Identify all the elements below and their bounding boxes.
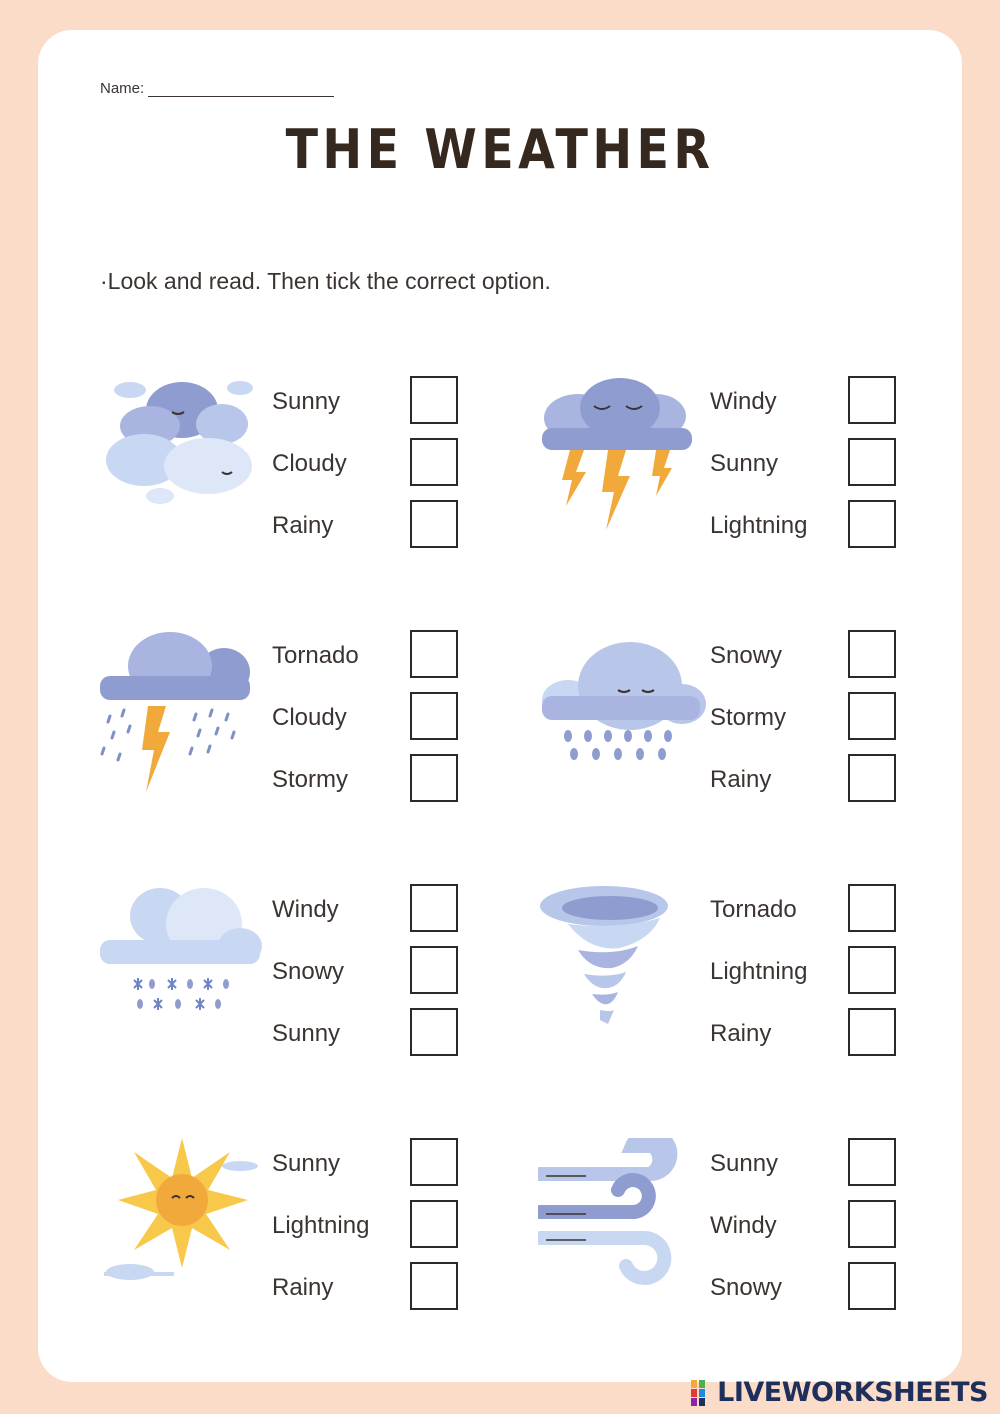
option-row <box>272 438 462 490</box>
tick-checkbox[interactable] <box>410 1262 458 1310</box>
option-row <box>710 376 900 428</box>
option-label: Windy <box>710 1212 777 1239</box>
option-label: Stormy <box>272 766 349 793</box>
option-row <box>710 946 900 998</box>
option-label: Snowy <box>710 642 783 669</box>
option-row <box>710 1138 900 1190</box>
question-2 <box>538 376 978 556</box>
snowy-icon <box>100 884 270 1064</box>
option-label: Rainy <box>272 512 334 539</box>
tick-checkbox[interactable] <box>410 1200 458 1248</box>
tornado-icon <box>538 884 708 1064</box>
option-label: Windy <box>272 896 339 923</box>
tick-checkbox[interactable] <box>848 1138 896 1186</box>
question-6 <box>538 884 978 1064</box>
liveworksheets-logo[interactable] <box>691 1377 988 1408</box>
option-label: Tornado <box>272 642 359 669</box>
name-field[interactable] <box>100 80 334 97</box>
brand-name: LIVEWORKSHEETS <box>717 1377 988 1408</box>
option-label: Sunny <box>272 388 341 415</box>
tick-checkbox[interactable] <box>848 500 896 548</box>
tick-checkbox[interactable] <box>848 376 896 424</box>
option-row <box>272 1200 462 1252</box>
tick-checkbox[interactable] <box>848 884 896 932</box>
tick-checkbox[interactable] <box>410 754 458 802</box>
option-row <box>272 884 462 936</box>
tick-checkbox[interactable] <box>410 1008 458 1056</box>
option-label: Lightning <box>710 958 808 985</box>
option-label: Cloudy <box>272 704 347 731</box>
question-5 <box>100 884 540 1064</box>
option-row <box>710 754 900 806</box>
tick-checkbox[interactable] <box>848 630 896 678</box>
tick-checkbox[interactable] <box>848 1200 896 1248</box>
option-row <box>710 1008 900 1060</box>
tick-checkbox[interactable] <box>848 754 896 802</box>
option-label: Cloudy <box>272 450 347 477</box>
liveworksheets-logo-icon <box>691 1380 713 1406</box>
option-label: Windy <box>710 388 777 415</box>
question-7 <box>100 1138 540 1318</box>
rainy-icon <box>538 630 708 810</box>
option-label: Snowy <box>710 1274 783 1301</box>
question-1 <box>100 376 540 556</box>
tick-checkbox[interactable] <box>848 1008 896 1056</box>
name-label: Name: <box>100 80 145 97</box>
tick-checkbox[interactable] <box>848 1262 896 1310</box>
option-row <box>272 1262 462 1314</box>
page-title: THE WEATHER <box>285 118 715 181</box>
option-row <box>272 1138 462 1190</box>
option-label: Sunny <box>710 1150 779 1177</box>
question-3 <box>100 630 540 810</box>
windy-icon <box>538 1138 708 1318</box>
option-label: Sunny <box>272 1020 341 1047</box>
tick-checkbox[interactable] <box>410 884 458 932</box>
option-label: Rainy <box>710 766 772 793</box>
option-label: Lightning <box>710 512 808 539</box>
option-row <box>272 376 462 428</box>
option-row <box>710 884 900 936</box>
sunny-icon <box>100 1138 270 1318</box>
tick-checkbox[interactable] <box>410 692 458 740</box>
tick-checkbox[interactable] <box>410 946 458 994</box>
tick-checkbox[interactable] <box>848 692 896 740</box>
option-row <box>710 1262 900 1314</box>
question-4 <box>538 630 978 810</box>
tick-checkbox[interactable] <box>410 1138 458 1186</box>
lightning-icon <box>538 376 708 556</box>
cloudy-icon <box>100 376 270 556</box>
option-label: Rainy <box>272 1274 334 1301</box>
tick-checkbox[interactable] <box>410 630 458 678</box>
option-label: Sunny <box>272 1150 341 1177</box>
tick-checkbox[interactable] <box>410 438 458 486</box>
option-row <box>710 500 900 552</box>
question-8 <box>538 1138 978 1318</box>
option-row <box>710 1200 900 1252</box>
instruction-text: ·Look and read. Then tick the correct option. <box>100 268 551 294</box>
option-row <box>272 946 462 998</box>
tick-checkbox[interactable] <box>848 438 896 486</box>
option-label: Snowy <box>272 958 345 985</box>
option-label: Lightning <box>272 1212 370 1239</box>
tick-checkbox[interactable] <box>848 946 896 994</box>
option-row <box>710 630 900 682</box>
option-label: Stormy <box>710 704 787 731</box>
option-row <box>272 692 462 744</box>
option-row <box>272 1008 462 1060</box>
name-blank-line[interactable] <box>148 82 334 97</box>
option-label: Sunny <box>710 450 779 477</box>
tick-checkbox[interactable] <box>410 500 458 548</box>
option-row <box>272 754 462 806</box>
option-row <box>710 438 900 490</box>
option-row <box>710 692 900 744</box>
option-label: Rainy <box>710 1020 772 1047</box>
option-row <box>272 500 462 552</box>
stormy-icon <box>100 630 270 810</box>
option-label: Tornado <box>710 896 797 923</box>
option-row <box>272 630 462 682</box>
tick-checkbox[interactable] <box>410 376 458 424</box>
worksheet-page <box>38 30 962 1382</box>
